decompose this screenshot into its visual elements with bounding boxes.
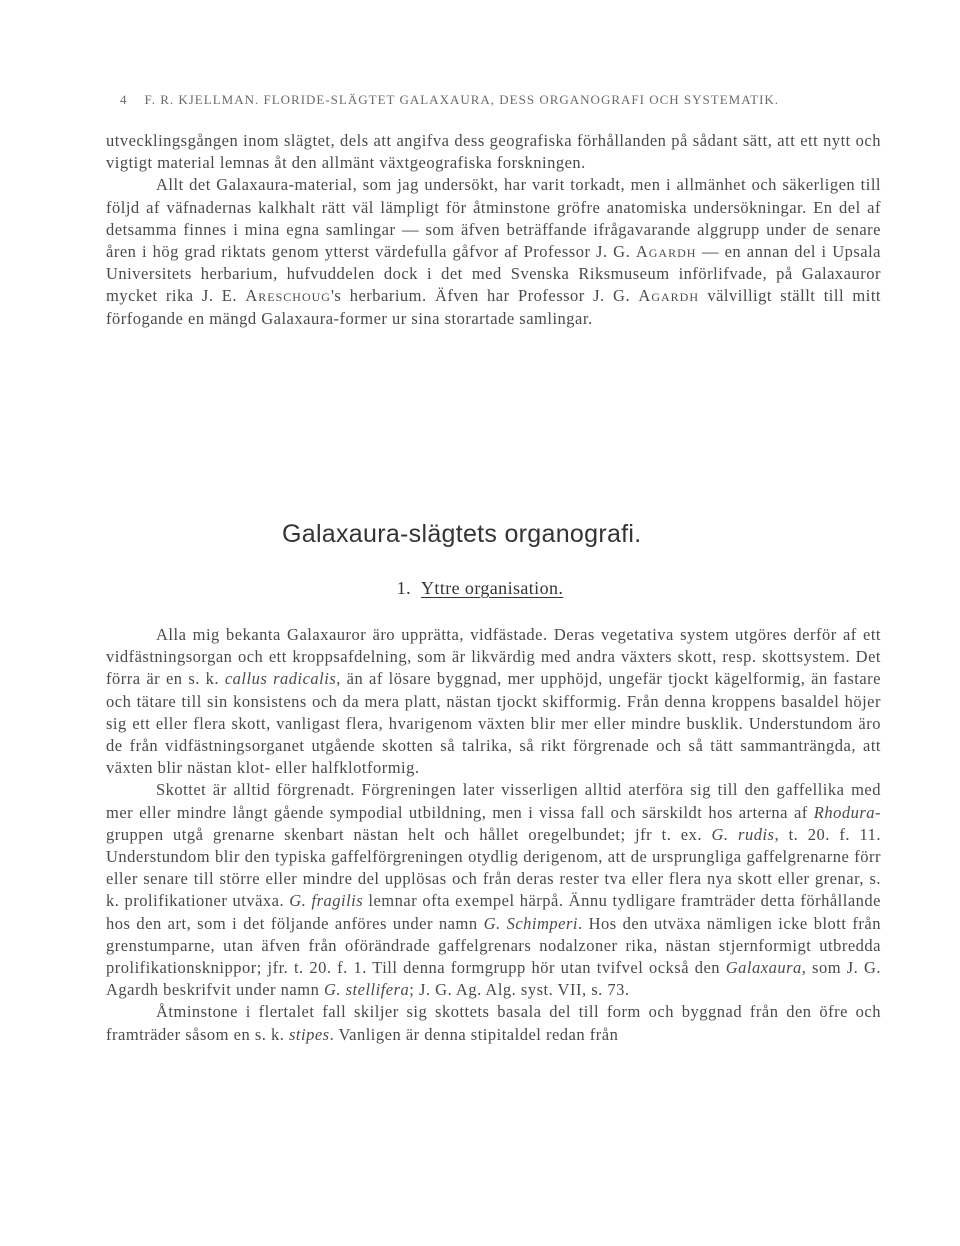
latin-term: stipes — [289, 1024, 330, 1044]
section-heading — [0, 578, 960, 599]
latin-term: G. rudis — [711, 824, 775, 844]
text-run: välvilligt ställt till mitt förfogande en mängd Galaxaura-former ur sina storartade samlingar. — [106, 286, 881, 328]
text-run: , t. 20. f. 11. Understundom blir den typiska gaffelförgreningen otydlig derigenom, att de ursprungliga gaffelgrenarne förr eller senare till större eller mindre del upplösas och från deras rester tva eller flera nya skott eller grenar, s. k. prolifikationer utväxa. — [106, 824, 882, 911]
page-number: 4 — [120, 92, 127, 107]
paragraph — [106, 1001, 881, 1045]
text-run: Skottet är alltid förgrenadt. Förgreningen later visserligen alltid aterföra sig till den gaffellika med mer eller mindre långt gående sympodial utbildning, men i vissa fall och särskildt hos arterna af — [106, 780, 881, 822]
latin-term: G. fragilis — [289, 891, 364, 911]
paragraph: utvecklingsgången inom slägtet, dels att angifva dess geografiska förhållanden på sådant sätt, att ett nytt och vigtigt material lemnas åt den allmänt växtgeografiska forskningen. — [106, 131, 881, 173]
text-run: Allt det Galaxaura-material, som jag undersökt, har varit torkadt, men i allmänhet och säkerligen till följd af väfnadernas kalkhalt rätt väl lämpligt för åtminstone gröfre anatomiska undersökningar. En del af detsamma finnes i mina egna samlingar — som äfven beträffande ifrågavarande alggrupp under de senare åren i hög grad riktats genom ytterst värdefulla gåfvor af Professor J. G. — [106, 175, 881, 262]
latin-term: G. Schimperi — [483, 913, 578, 933]
chapter-title: Galaxaura-slägtets organografi. — [282, 520, 642, 548]
author-name: Agardh — [635, 242, 697, 262]
text-run: . Hos den utväxa nämligen icke blott från grenstumparne, utan äfven från oförändrade gaffelgrenars nodalzoner rika, nästan stjernformigt utbredda prolifikationsknippor; jfr. t. 20. f. 1. Till denna formgrupp hör utan tvifvel också den — [106, 913, 881, 978]
latin-term: Rhodura — [813, 802, 875, 822]
intro-section — [106, 130, 881, 330]
author-name: Areschoug — [245, 286, 331, 306]
text-run: Alla mig bekanta Galaxauror äro upprätta, vidfästade. Deras vegetativa system utgöres derför af ett vidfästningsorgan och ett kroppsafdelning, som är likvärdig med andra växters skott, resp. skottsystem. Det förra är en s. k. — [106, 625, 881, 689]
latin-term: callus radicalis — [224, 669, 337, 689]
text-run: 's herbarium. Äfven har Professor J. G. — [330, 286, 639, 306]
text-run: -gruppen utgå grenarne skenbart nästan helt och hållet oregelbundet; jfr t. ex. — [106, 802, 881, 844]
running-header — [120, 92, 880, 108]
text-run: lemnar ofta exempel härpå. Ännu tydligare framträder detta förhållande hos den art, som i det följande anföres under namn — [106, 891, 881, 933]
text-run: ; J. G. Ag. Alg. syst. VII, s. 73. — [409, 980, 630, 1000]
section-title: Yttre organisation. — [421, 578, 564, 598]
text-run: Åtminstone i flertalet fall skiljer sig skottets basala del till form och byggnad från den öfre och framträder såsom en s. k. — [106, 1002, 881, 1044]
text-run: , som J. G. Agardh beskrifvit under namn — [106, 958, 882, 1000]
text-run: . Vanligen är denna stipitaldel redan från — [329, 1024, 619, 1044]
paragraph — [106, 779, 881, 1001]
text-run: — en annan del i Upsala Universitets herbarium, hufvuddelen dock i det med Svenska Riksmuseum införlifvade, på Galaxauror mycket rika J. E. — [106, 242, 882, 306]
latin-term: Galaxaura — [725, 958, 802, 978]
running-title: F. R. KJELLMAN. FLORIDE-SLÄGTET GALAXAURA, DESS ORGANOGRAFI OCH SYSTEMATIK. — [144, 92, 780, 107]
body-section — [106, 624, 881, 1046]
latin-term: G. stellifera — [323, 980, 410, 1000]
section-number: 1. — [396, 578, 412, 598]
paragraph — [106, 174, 881, 329]
paragraph — [106, 624, 881, 779]
text-run: , än af lösare byggnad, mer upphöjd, ungefär tjockt kägelformig, än fastare och tätare till sin konsistens och da mera platt, nästan tjockt skifformig. Från denna kroppens basaldel höjer sig ett eller flera skott, vanligast flera, hvarigenom växten blir mer eller mindre busklik. Understundom äro de från vidfästningsorganet utgående skotten så talrika, så rikt förgrenade och så tätt sammanträngda, att växten blir nästan klot- eller halfklotformig. — [106, 669, 881, 778]
author-name: Agardh — [638, 286, 700, 306]
